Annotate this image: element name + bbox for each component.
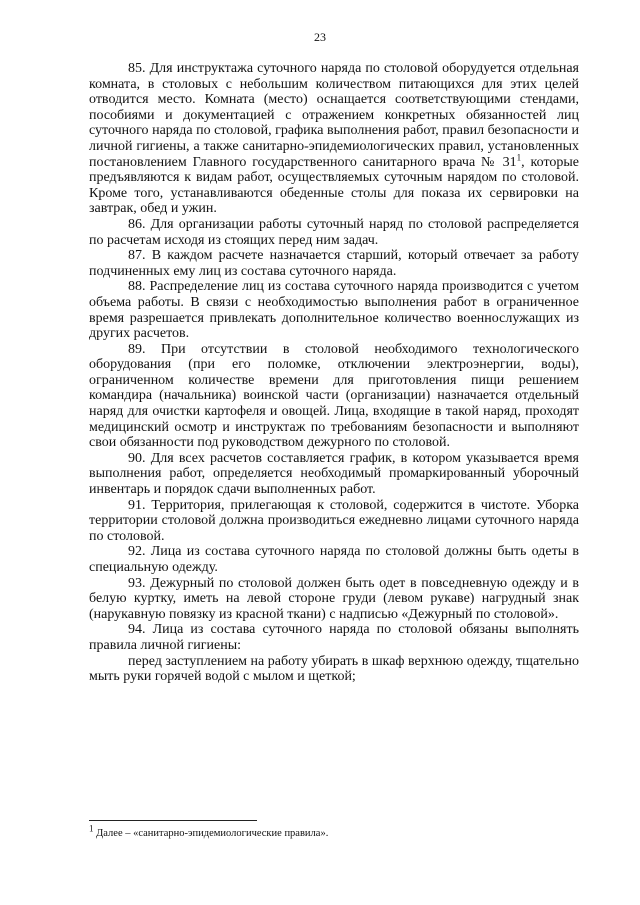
- paragraph-88: 88. Распределение лиц из состава суточного наряда производится с учетом объема работы. В связи с необходимостью выполнения работ в ограниченное время разрешается привлекать дополнительное количество военнослужащих из других расчетов.: [89, 279, 579, 342]
- paragraph-86: 86. Для организации работы суточный наряд по столовой распределяется по расчетам исходя из стоящих перед ним задач.: [89, 216, 579, 248]
- paragraph-94: 94. Лица из состава суточного наряда по столовой обязаны выполнять правила личной гигиены:: [89, 622, 579, 653]
- paragraph-85-continuation: , которые предъявляются к видам работ, осуществляемых суточным нарядом по столовой. Кроме того, устанавливаются обеденные столы для показа их сервировки на завтрак, обед и ужин.: [89, 154, 579, 217]
- footnote: [89, 823, 579, 839]
- page-number: 23: [314, 30, 326, 44]
- body-text: [89, 61, 579, 685]
- paragraph-89: 89. При отсутствии в столовой необходимого технологического оборудования (при его поломке, отключении электроэнергии, воды), ограниченном количестве времени для приготовления пищи решением командира (начальника) воинской части (организации) назначается отдельный наряд для очистки картофеля и овощей. Лица, входящие в такой наряд, проходят медицинский осмотр и инструктаж по требованиям безопасности и выполняют свои обязанности под руководством дежурного по столовой.: [89, 341, 579, 451]
- paragraph-94-item: перед заступлением на работу убирать в шкаф верхнюю одежду, тщательно мыть руки горячей водой с мылом и щеткой;: [89, 653, 579, 685]
- paragraph-91: 91. Территория, прилегающая к столовой, содержится в чистоте. Уборка территории столовой должна производиться ежедневно лицами суточного наряда по столовой.: [89, 497, 579, 544]
- footnote-text: Далее – «санитарно-эпидемиологические правила».: [93, 828, 329, 839]
- footnote-reference[interactable]: 1: [516, 151, 522, 162]
- paragraph-92: 92. Лица из состава суточного наряда по столовой должны быть одеты в специальную одежду.: [89, 544, 579, 575]
- paragraph-85: [89, 61, 579, 217]
- paragraph-93: 93. Дежурный по столовой должен быть одет в повседневную одежду и в белую куртку, иметь на левой стороне груди (левом рукаве) нагрудный знак (нарукавную повязку из красной ткани) с надписью «Дежурный по столовой».: [89, 575, 579, 622]
- footnote-mark: 1: [89, 823, 94, 834]
- footnote-divider: [89, 820, 257, 821]
- paragraph-90: 90. Для всех расчетов составляется график, в котором указывается время выполнения работ, определяется необходимый промаркированный уборочный инвентарь и порядок сдачи выполненных работ.: [89, 450, 579, 498]
- paragraph-85-text: 85. Для инструктажа суточного наряда по столовой оборудуется отдельная комната, в столовых с небольшим количеством питающихся для этих целей отводится место. Комната (место) оснащается соответствующими стендами, пособиями и документацией с отражением конкретных обязанностей лиц суточного наряда по столовой, графика выполнения работ, правил безопасности и личной гигиены, а также санитарно-эпидемиологических правил, установленных постановлением Главного государственного санитарного врача № 31: [89, 61, 579, 170]
- paragraph-87: 87. В каждом расчете назначается старший, который отвечает за работу подчиненных ему лиц из состава суточного наряда.: [89, 248, 579, 279]
